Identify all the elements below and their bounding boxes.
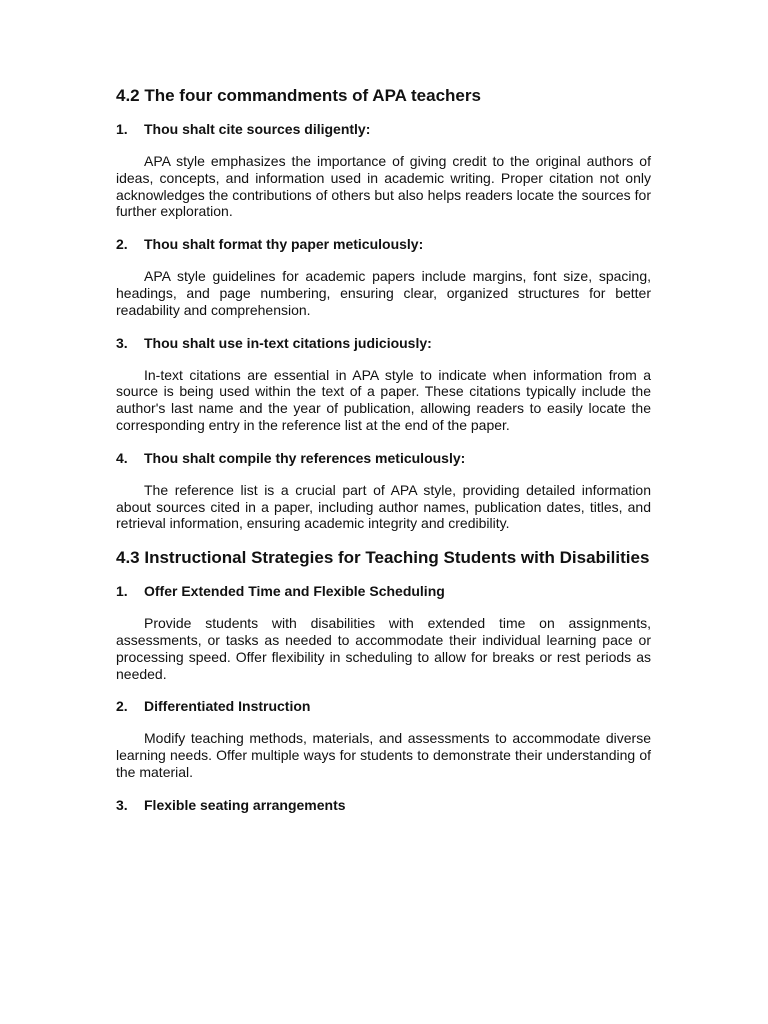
item-body: Modify teaching methods, materials, and assessments to accommodate diverse learning needs. Offer multiple ways for students to demonstrate their understanding of the material. — [116, 730, 651, 780]
item-title-text: Thou shalt compile thy references meticulously: — [144, 449, 466, 466]
item-title — [116, 450, 651, 467]
item-body: APA style emphasizes the importance of giving credit to the original authors of ideas, concepts, and information used in academic writing. Proper citation not only acknowledges the contributions of others but also helps readers locate the sources for further exploration. — [116, 153, 651, 220]
section-heading: 4.3 Instructional Strategies for Teaching Students with Disabilities — [116, 548, 650, 568]
item-title-text: Thou shalt format thy paper meticulously: — [144, 236, 424, 253]
item-body: The reference list is a crucial part of APA style, providing detailed information about sources cited in a paper, including author names, publication dates, titles, and retrieval information, ensuring academic integrity and credibility. — [116, 481, 651, 532]
item-title — [116, 797, 651, 814]
item-title — [116, 698, 651, 715]
item-number: 3. — [116, 334, 128, 351]
item-title-text: Thou shalt use in-text citations judiciously: — [144, 334, 432, 351]
item-number: 1. — [116, 121, 128, 137]
item-title — [116, 121, 651, 138]
list-item — [116, 450, 651, 532]
list-item — [116, 698, 651, 780]
list-item — [116, 335, 651, 434]
item-number: 1. — [116, 583, 128, 600]
item-title-text: Thou shalt cite sources diligently: — [144, 121, 371, 137]
section-heading: 4.2 The four commandments of APA teachers — [116, 86, 481, 105]
list-item — [116, 797, 651, 814]
item-body: Provide students with disabilities with extended time on assignments, assessments, or tasks as needed to accommodate their individual learning pace or processing speed. Offer flexibility in scheduling to allow for breaks or rest periods as needed. — [116, 615, 651, 682]
list-item — [116, 583, 651, 682]
item-body: In-text citations are essential in APA style to indicate when information from a source is being used within the text of a paper. These citations typically include the author's last name and the year of publication, allowing readers to easily locate the corresponding entry in the reference list at the end of the paper. — [116, 366, 651, 433]
item-number: 2. — [116, 698, 128, 715]
item-number: 4. — [116, 449, 128, 466]
item-title — [116, 236, 651, 253]
item-title — [116, 583, 651, 600]
section-4-2 — [116, 86, 651, 532]
item-title — [116, 335, 651, 352]
item-number: 2. — [116, 236, 128, 253]
list-item — [116, 121, 651, 220]
document-page — [116, 86, 651, 829]
item-title-text: Flexible seating arrangements — [144, 796, 346, 813]
item-number: 3. — [116, 796, 128, 813]
item-title-text: Differentiated Instruction — [144, 698, 311, 715]
list-item — [116, 236, 651, 318]
item-title-text: Offer Extended Time and Flexible Scheduling — [144, 583, 445, 600]
section-4-3 — [116, 548, 651, 814]
item-body: APA style guidelines for academic papers include margins, font size, spacing, headings, and page numbering, ensuring clear, organized structures for better readability and comprehension. — [116, 268, 651, 318]
